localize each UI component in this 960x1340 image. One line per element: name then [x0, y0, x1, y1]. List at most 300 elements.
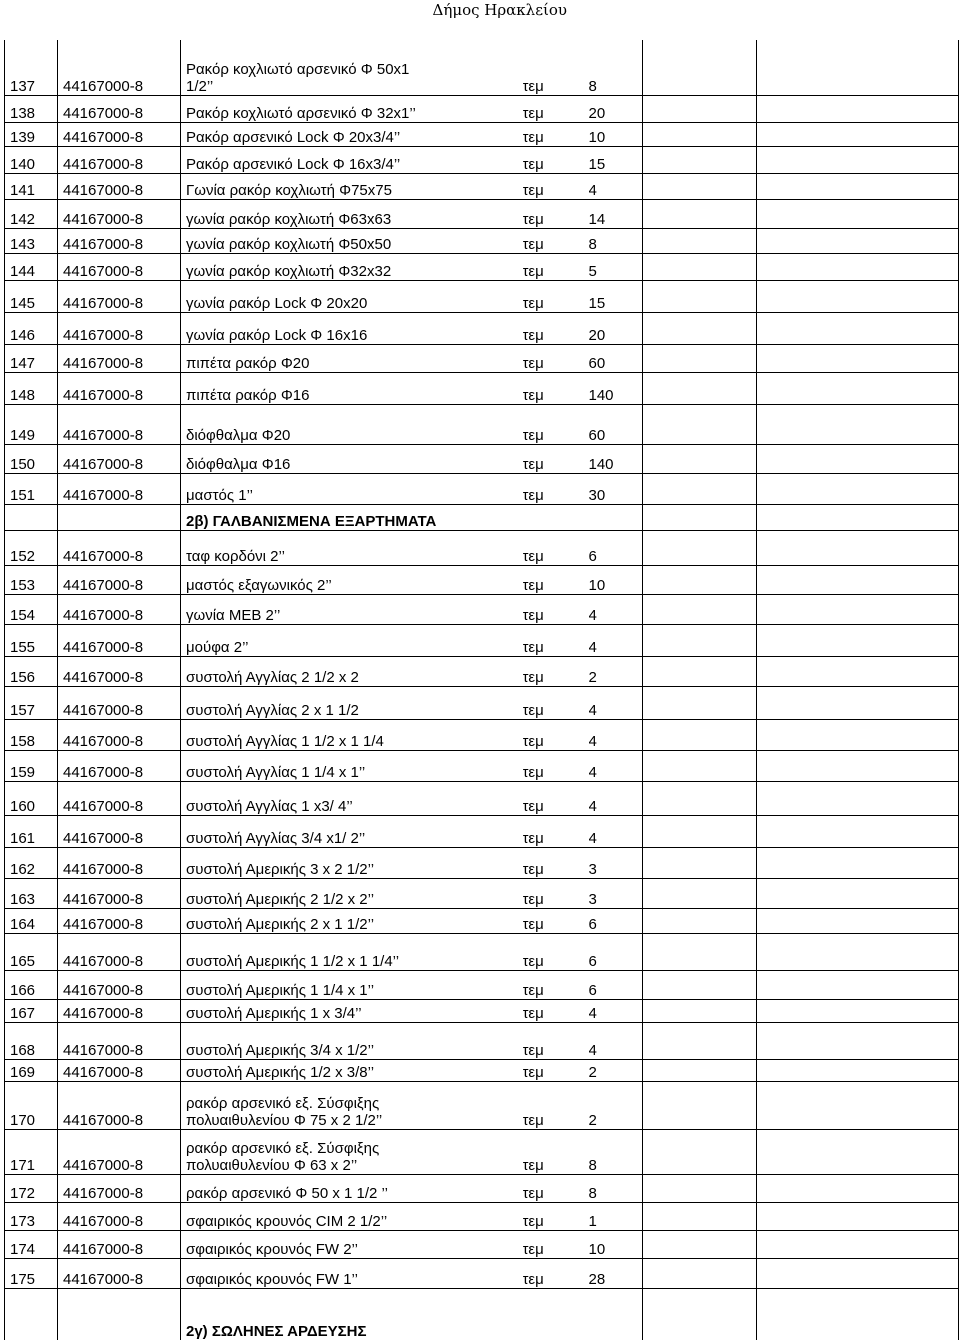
item-number-cell: 153: [5, 565, 58, 594]
empty-cell: [757, 686, 959, 719]
empty-cell: [757, 372, 959, 404]
empty-cell: [643, 719, 757, 750]
table-row: [5, 565, 959, 594]
empty-cell: [643, 1202, 757, 1230]
cpv-code-cell: 44167000-8: [58, 999, 181, 1022]
unit-cell: τεμ: [523, 253, 589, 280]
empty-cell: [643, 1174, 757, 1202]
item-number-cell: 158: [5, 719, 58, 750]
quantity-cell: 8: [589, 40, 643, 95]
empty-cell: [643, 1258, 757, 1288]
unit-cell: τεμ: [523, 999, 589, 1022]
empty-cell: [757, 624, 959, 656]
cpv-code-cell: 44167000-8: [58, 344, 181, 372]
description-cell: συστολή Αμερικής 3 x 2 1/2’’: [181, 847, 523, 878]
item-number-cell: 139: [5, 122, 58, 146]
cpv-code-cell: 44167000-8: [58, 280, 181, 312]
cpv-code-cell: 44167000-8: [58, 530, 181, 565]
empty-cell: [757, 1202, 959, 1230]
item-number-cell: 164: [5, 908, 58, 933]
unit-cell: τεμ: [523, 1081, 589, 1129]
unit-cell: τεμ: [523, 344, 589, 372]
empty-cell: [757, 719, 959, 750]
empty-cell: [643, 999, 757, 1022]
table-row: [5, 719, 959, 750]
empty-cell: [757, 1129, 959, 1174]
description-cell: συστολή Αγγλίας 2 1/2 x 2: [181, 656, 523, 686]
quantity-cell: [589, 504, 643, 530]
cpv-code-cell: 44167000-8: [58, 95, 181, 122]
description-cell: συστολή Αγγλίας 2 x 1 1/2: [181, 686, 523, 719]
table-row: [5, 908, 959, 933]
quantity-cell: 6: [589, 933, 643, 970]
quantity-cell: 3: [589, 847, 643, 878]
description-cell: συστολή Αγγλίας 1 x3/ 4’’: [181, 781, 523, 815]
empty-cell: [643, 594, 757, 624]
table-row: [5, 815, 959, 847]
unit-cell: τεμ: [523, 1174, 589, 1202]
empty-cell: [643, 624, 757, 656]
unit-cell: τεμ: [523, 372, 589, 404]
description-cell: γωνία ρακόρ κοχλιωτή Φ50x50: [181, 228, 523, 253]
item-number-cell: 150: [5, 444, 58, 473]
unit-cell: τεμ: [523, 719, 589, 750]
unit-cell: τεμ: [523, 1022, 589, 1059]
empty-cell: [757, 444, 959, 473]
section-title: 2γ) ΣΩΛΗΝΕΣ ΑΡΔΕΥΣΗΣ: [181, 1288, 523, 1340]
quantity-cell: 2: [589, 656, 643, 686]
table-row: [5, 1202, 959, 1230]
quantity-cell: 14: [589, 199, 643, 228]
empty-cell: [757, 530, 959, 565]
empty-cell: [757, 878, 959, 908]
empty-cell: [757, 908, 959, 933]
empty-cell: [643, 40, 757, 95]
table-row: [5, 1174, 959, 1202]
empty-cell: [757, 95, 959, 122]
description-cell: σφαιρικός κρουνός CIM 2 1/2’’: [181, 1202, 523, 1230]
quantity-cell: 8: [589, 1129, 643, 1174]
cpv-code-cell: 44167000-8: [58, 444, 181, 473]
quantity-cell: 4: [589, 624, 643, 656]
cpv-code-cell: 44167000-8: [58, 750, 181, 781]
empty-cell: [757, 656, 959, 686]
empty-cell: [757, 504, 959, 530]
unit-cell: τεμ: [523, 847, 589, 878]
empty-cell: [757, 1022, 959, 1059]
item-number-cell: 161: [5, 815, 58, 847]
quantity-cell: [589, 1288, 643, 1340]
description-cell: μούφα 2’’: [181, 624, 523, 656]
description-cell: Ρακόρ κοχλιωτό αρσενικό Φ 50x1 1/2’’: [181, 40, 523, 95]
description-cell: συστολή Αγγλίας 1 1/2 x 1 1/4: [181, 719, 523, 750]
item-number-cell: 159: [5, 750, 58, 781]
quantity-cell: 4: [589, 594, 643, 624]
table-row: [5, 1230, 959, 1258]
empty-cell: [757, 1059, 959, 1081]
unit-cell: [523, 1288, 589, 1340]
cpv-code-cell: 44167000-8: [58, 253, 181, 280]
description-cell: σφαιρικός κρουνός FW 1’’: [181, 1258, 523, 1288]
unit-cell: τεμ: [523, 594, 589, 624]
item-number-cell: 141: [5, 173, 58, 199]
description-cell: Γωνία ρακόρ κοχλιωτή Φ75x75: [181, 173, 523, 199]
unit-cell: τεμ: [523, 95, 589, 122]
description-cell: συστολή Αμερικής 1 x 3/4’’: [181, 999, 523, 1022]
empty-cell: [643, 122, 757, 146]
empty-cell: [643, 504, 757, 530]
empty-cell: [757, 312, 959, 344]
cpv-code-cell: 44167000-8: [58, 1174, 181, 1202]
table-row: [5, 122, 959, 146]
empty-cell: [757, 847, 959, 878]
description-cell: διόφθαλμα Φ20: [181, 404, 523, 444]
unit-cell: τεμ: [523, 40, 589, 95]
table-row: [5, 1258, 959, 1288]
unit-cell: τεμ: [523, 199, 589, 228]
cpv-code-cell: 44167000-8: [58, 404, 181, 444]
quantity-cell: 1: [589, 1202, 643, 1230]
description-cell: συστολή Αμερικής 1 1/2 x 1 1/4’’: [181, 933, 523, 970]
table-row: [5, 473, 959, 504]
cpv-code-cell: [58, 504, 181, 530]
item-number-cell: 145: [5, 280, 58, 312]
quantity-cell: 10: [589, 1230, 643, 1258]
unit-cell: τεμ: [523, 656, 589, 686]
unit-cell: τεμ: [523, 686, 589, 719]
empty-cell: [757, 404, 959, 444]
empty-cell: [757, 1174, 959, 1202]
items-table: [4, 40, 959, 1340]
table-row: [5, 847, 959, 878]
cpv-code-cell: 44167000-8: [58, 781, 181, 815]
item-number-cell: 140: [5, 146, 58, 173]
item-number-cell: 169: [5, 1059, 58, 1081]
empty-cell: [757, 280, 959, 312]
empty-cell: [643, 1022, 757, 1059]
empty-cell: [757, 970, 959, 999]
empty-cell: [757, 1288, 959, 1340]
description-cell: μαστός 1’’: [181, 473, 523, 504]
table-row: [5, 146, 959, 173]
table-row: [5, 624, 959, 656]
empty-cell: [643, 686, 757, 719]
quantity-cell: 2: [589, 1059, 643, 1081]
unit-cell: τεμ: [523, 1258, 589, 1288]
description-cell: συστολή Αγγλίας 3/4 x1/ 2’’: [181, 815, 523, 847]
cpv-code-cell: 44167000-8: [58, 1258, 181, 1288]
table-row: [5, 1022, 959, 1059]
item-number-cell: [5, 504, 58, 530]
quantity-cell: 60: [589, 344, 643, 372]
cpv-code-cell: 44167000-8: [58, 1022, 181, 1059]
unit-cell: τεμ: [523, 473, 589, 504]
description-cell: Ρακόρ αρσενικό Lock Φ 20x3/4’’: [181, 122, 523, 146]
table-row: [5, 253, 959, 280]
item-number-cell: 163: [5, 878, 58, 908]
item-number-cell: 156: [5, 656, 58, 686]
description-cell: ρακόρ αρσενικό εξ. Σύσφιξης πολυαιθυλενίου Φ 63 x 2’’: [181, 1129, 523, 1174]
section-row: [5, 1288, 959, 1340]
table-row: [5, 781, 959, 815]
empty-cell: [643, 750, 757, 781]
description-cell: συστολή Αμερικής 2 x 1 1/2’’: [181, 908, 523, 933]
empty-cell: [643, 228, 757, 253]
table-row: [5, 878, 959, 908]
empty-cell: [757, 781, 959, 815]
quantity-cell: 5: [589, 253, 643, 280]
empty-cell: [643, 878, 757, 908]
empty-cell: [643, 404, 757, 444]
unit-cell: τεμ: [523, 146, 589, 173]
unit-cell: [523, 504, 589, 530]
item-number-cell: 157: [5, 686, 58, 719]
item-number-cell: 144: [5, 253, 58, 280]
description-cell: γωνία ΜΕΒ 2’’: [181, 594, 523, 624]
item-number-cell: 149: [5, 404, 58, 444]
table-row: [5, 228, 959, 253]
quantity-cell: 30: [589, 473, 643, 504]
unit-cell: τεμ: [523, 1202, 589, 1230]
cpv-code-cell: 44167000-8: [58, 1129, 181, 1174]
item-number-cell: 167: [5, 999, 58, 1022]
cpv-code-cell: 44167000-8: [58, 970, 181, 999]
empty-cell: [643, 565, 757, 594]
unit-cell: τεμ: [523, 530, 589, 565]
table-row: [5, 933, 959, 970]
empty-cell: [757, 40, 959, 95]
empty-cell: [757, 473, 959, 504]
empty-cell: [757, 253, 959, 280]
quantity-cell: 15: [589, 146, 643, 173]
table-row: [5, 1081, 959, 1129]
document-header: Δήμος Ηρακλείου: [432, 1, 567, 19]
quantity-cell: 140: [589, 444, 643, 473]
table-row: [5, 280, 959, 312]
empty-cell: [643, 530, 757, 565]
unit-cell: τεμ: [523, 750, 589, 781]
description-cell: διόφθαλμα Φ16: [181, 444, 523, 473]
item-number-cell: 147: [5, 344, 58, 372]
empty-cell: [643, 280, 757, 312]
quantity-cell: 10: [589, 565, 643, 594]
item-number-cell: 172: [5, 1174, 58, 1202]
item-number-cell: 137: [5, 40, 58, 95]
empty-cell: [643, 1081, 757, 1129]
item-number-cell: 142: [5, 199, 58, 228]
table-row: [5, 594, 959, 624]
cpv-code-cell: 44167000-8: [58, 1059, 181, 1081]
cpv-code-cell: 44167000-8: [58, 199, 181, 228]
description-cell: Ρακόρ αρσενικό Lock Φ 16x3/4’’: [181, 146, 523, 173]
cpv-code-cell: 44167000-8: [58, 594, 181, 624]
table-row: [5, 656, 959, 686]
quantity-cell: 4: [589, 815, 643, 847]
empty-cell: [757, 344, 959, 372]
description-cell: συστολή Αμερικής 1/2 x 3/8’’: [181, 1059, 523, 1081]
quantity-cell: 6: [589, 970, 643, 999]
empty-cell: [643, 253, 757, 280]
unit-cell: τεμ: [523, 970, 589, 999]
cpv-code-cell: 44167000-8: [58, 1230, 181, 1258]
item-number-cell: 173: [5, 1202, 58, 1230]
item-number-cell: 152: [5, 530, 58, 565]
quantity-cell: 140: [589, 372, 643, 404]
description-cell: γωνία ρακόρ κοχλιωτή Φ63x63: [181, 199, 523, 228]
empty-cell: [757, 565, 959, 594]
empty-cell: [643, 372, 757, 404]
table-row: [5, 970, 959, 999]
quantity-cell: 60: [589, 404, 643, 444]
quantity-cell: 4: [589, 686, 643, 719]
unit-cell: τεμ: [523, 781, 589, 815]
table-row: [5, 530, 959, 565]
empty-cell: [643, 199, 757, 228]
table-row: [5, 312, 959, 344]
description-cell: ρακόρ αρσενικό εξ. Σύσφιξης πολυαιθυλενίου Φ 75 x 2 1/2’’: [181, 1081, 523, 1129]
cpv-code-cell: 44167000-8: [58, 473, 181, 504]
item-number-cell: 154: [5, 594, 58, 624]
empty-cell: [643, 95, 757, 122]
unit-cell: τεμ: [523, 878, 589, 908]
description-cell: συστολή Αμερικής 1 1/4 x 1’’: [181, 970, 523, 999]
unit-cell: τεμ: [523, 280, 589, 312]
quantity-cell: 15: [589, 280, 643, 312]
empty-cell: [757, 933, 959, 970]
unit-cell: τεμ: [523, 815, 589, 847]
description-cell: σφαιρικός κρουνός FW 2’’: [181, 1230, 523, 1258]
unit-cell: τεμ: [523, 122, 589, 146]
empty-cell: [643, 970, 757, 999]
empty-cell: [643, 173, 757, 199]
empty-cell: [643, 815, 757, 847]
empty-cell: [757, 146, 959, 173]
table-row: [5, 1129, 959, 1174]
empty-cell: [757, 594, 959, 624]
quantity-cell: 4: [589, 999, 643, 1022]
table-row: [5, 686, 959, 719]
table-row: [5, 404, 959, 444]
description-cell: πιπέτα ρακόρ Φ16: [181, 372, 523, 404]
unit-cell: τεμ: [523, 1129, 589, 1174]
item-number-cell: 170: [5, 1081, 58, 1129]
unit-cell: τεμ: [523, 1230, 589, 1258]
unit-cell: τεμ: [523, 1059, 589, 1081]
quantity-cell: 4: [589, 173, 643, 199]
quantity-cell: 8: [589, 1174, 643, 1202]
cpv-code-cell: 44167000-8: [58, 908, 181, 933]
quantity-cell: 6: [589, 908, 643, 933]
unit-cell: τεμ: [523, 312, 589, 344]
empty-cell: [643, 847, 757, 878]
cpv-code-cell: 44167000-8: [58, 847, 181, 878]
description-cell: ταφ κορδόνι 2’’: [181, 530, 523, 565]
empty-cell: [757, 122, 959, 146]
unit-cell: τεμ: [523, 173, 589, 199]
empty-cell: [643, 1288, 757, 1340]
unit-cell: τεμ: [523, 444, 589, 473]
item-number-cell: 143: [5, 228, 58, 253]
description-cell: μαστός εξαγωνικός 2’’: [181, 565, 523, 594]
empty-cell: [643, 473, 757, 504]
table-row: [5, 372, 959, 404]
item-number-cell: 175: [5, 1258, 58, 1288]
table-row: [5, 999, 959, 1022]
quantity-cell: 3: [589, 878, 643, 908]
description-cell: συστολή Αμερικής 3/4 x 1/2’’: [181, 1022, 523, 1059]
empty-cell: [643, 656, 757, 686]
cpv-code-cell: 44167000-8: [58, 686, 181, 719]
section-row: [5, 504, 959, 530]
cpv-code-cell: 44167000-8: [58, 372, 181, 404]
table-row: [5, 444, 959, 473]
empty-cell: [643, 1230, 757, 1258]
empty-cell: [757, 750, 959, 781]
item-number-cell: 162: [5, 847, 58, 878]
cpv-code-cell: 44167000-8: [58, 146, 181, 173]
unit-cell: τεμ: [523, 228, 589, 253]
empty-cell: [643, 312, 757, 344]
quantity-cell: 28: [589, 1258, 643, 1288]
cpv-code-cell: 44167000-8: [58, 122, 181, 146]
empty-cell: [643, 344, 757, 372]
item-number-cell: 171: [5, 1129, 58, 1174]
unit-cell: τεμ: [523, 565, 589, 594]
empty-cell: [643, 1129, 757, 1174]
table-row: [5, 750, 959, 781]
description-cell: πιπέτα ρακόρ Φ20: [181, 344, 523, 372]
quantity-cell: 10: [589, 122, 643, 146]
table-row: [5, 173, 959, 199]
unit-cell: τεμ: [523, 624, 589, 656]
item-number-cell: 168: [5, 1022, 58, 1059]
cpv-code-cell: 44167000-8: [58, 1202, 181, 1230]
item-number-cell: 160: [5, 781, 58, 815]
item-number-cell: [5, 1288, 58, 1340]
quantity-cell: 2: [589, 1081, 643, 1129]
cpv-code-cell: 44167000-8: [58, 228, 181, 253]
empty-cell: [643, 146, 757, 173]
quantity-cell: 20: [589, 95, 643, 122]
table-row: [5, 344, 959, 372]
item-number-cell: 165: [5, 933, 58, 970]
section-title: 2β) ΓΑΛΒΑΝΙΣΜΕΝΑ ΕΞΑΡΤΗΜΑΤΑ: [181, 504, 523, 530]
item-number-cell: 166: [5, 970, 58, 999]
cpv-code-cell: 44167000-8: [58, 1081, 181, 1129]
item-number-cell: 138: [5, 95, 58, 122]
empty-cell: [757, 173, 959, 199]
quantity-cell: 4: [589, 750, 643, 781]
quantity-cell: 4: [589, 719, 643, 750]
empty-cell: [757, 1258, 959, 1288]
empty-cell: [643, 781, 757, 815]
description-cell: γωνία ρακόρ κοχλιωτή Φ32x32: [181, 253, 523, 280]
cpv-code-cell: 44167000-8: [58, 40, 181, 95]
unit-cell: τεμ: [523, 404, 589, 444]
description-cell: γωνία ρακόρ Lock Φ 20x20: [181, 280, 523, 312]
cpv-code-cell: [58, 1288, 181, 1340]
quantity-cell: 6: [589, 530, 643, 565]
empty-cell: [757, 1230, 959, 1258]
description-cell: συστολή Αμερικής 2 1/2 x 2’’: [181, 878, 523, 908]
description-cell: ρακόρ αρσενικό Φ 50 x 1 1/2 ’’: [181, 1174, 523, 1202]
quantity-cell: 4: [589, 781, 643, 815]
quantity-cell: 8: [589, 228, 643, 253]
description-cell: γωνία ρακόρ Lock Φ 16x16: [181, 312, 523, 344]
table-row: [5, 199, 959, 228]
empty-cell: [643, 1059, 757, 1081]
empty-cell: [757, 228, 959, 253]
